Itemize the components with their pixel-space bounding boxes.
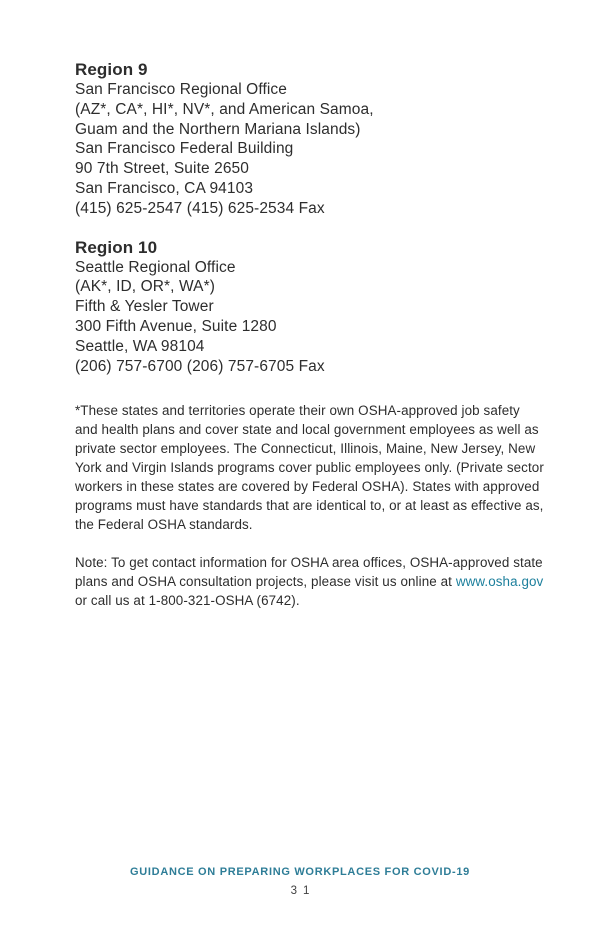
address-line: Seattle, WA 98104 <box>75 337 205 355</box>
address-line: (206) 757-6700 (206) 757-6705 Fax <box>75 357 325 375</box>
state-plan-footnote <box>75 401 545 534</box>
page-content <box>75 60 545 610</box>
contact-note <box>75 553 545 610</box>
region-9-heading: Region 9 <box>75 60 148 79</box>
address-line: (AZ*, CA*, HI*, NV*, and American Samoa, <box>75 100 374 118</box>
address-line: 90 7th Street, Suite 2650 <box>75 160 249 178</box>
address-line: Fifth & Yesler Tower <box>75 298 214 316</box>
footnote-line: the Federal OSHA standards. <box>75 517 253 533</box>
note-line <box>75 572 545 591</box>
footer-document-title: GUIDANCE ON PREPARING WORKPLACES FOR COVID-19 <box>130 866 470 878</box>
region-10-block <box>75 238 545 377</box>
footnote-line: workers in these states are covered by Federal OSHA). States with approved <box>75 479 540 495</box>
page-footer <box>0 866 600 897</box>
footnote-line: programs must have standards that are identical to, or at least as effective as, <box>75 498 544 514</box>
address-line: (AK*, ID, OR*, WA*) <box>75 278 215 296</box>
address-line: San Francisco, CA 94103 <box>75 179 254 197</box>
address-line: 300 Fifth Avenue, Suite 1280 <box>75 317 277 335</box>
footnote-line: York and Virgin Islands programs cover public employees only. (Private sector <box>75 460 544 476</box>
note-line: Note: To get contact information for OSHA area offices, OSHA-approved state <box>75 555 543 571</box>
note-line: or call us at 1-800-321-OSHA (6742). <box>75 593 300 609</box>
address-line: San Francisco Federal Building <box>75 140 294 158</box>
footnote-line: *These states and territories operate their own OSHA-approved job safety <box>75 403 520 419</box>
osha-gov-link[interactable]: www.osha.gov <box>455 574 544 590</box>
footnote-line: private sector employees. The Connecticut, Illinois, Maine, New Jersey, New <box>75 441 536 457</box>
address-line: Guam and the Northern Mariana Islands) <box>75 120 361 138</box>
address-line: (415) 625-2547 (415) 625-2534 Fax <box>75 199 325 217</box>
region-10-heading: Region 10 <box>75 237 158 257</box>
address-line: San Francisco Regional Office <box>75 81 287 98</box>
page-number: 31 <box>290 885 316 897</box>
address-line: Seattle Regional Office <box>75 258 236 276</box>
footnote-line: and health plans and cover state and local government employees as well as <box>75 422 539 438</box>
note-line-text: plans and OSHA consultation projects, please visit us online at <box>75 574 456 590</box>
region-9-block <box>75 60 545 219</box>
